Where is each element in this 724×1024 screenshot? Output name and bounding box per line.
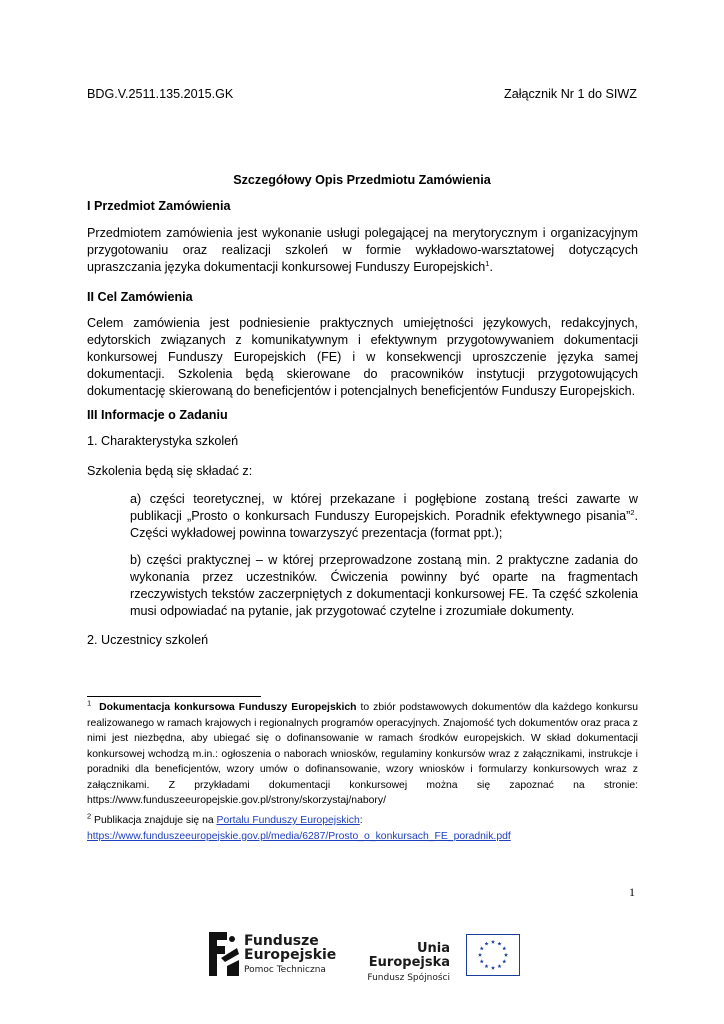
eu-flag-icon	[466, 934, 520, 976]
footnote-ref-2[interactable]: 2	[630, 507, 635, 517]
eu-star-icon	[484, 964, 488, 968]
page-number: 1	[629, 885, 635, 899]
footnote-ref-1[interactable]: 1	[485, 258, 490, 268]
eu-star-icon	[478, 953, 482, 957]
section-1-paragraph: Przedmiotem zamówienia jest wykonanie usługi polegającej na merytorycznym i organizacyjnym przygotowaniu oraz realizacji szkoleń w formie wykładowo-warsztatowej dotyczących upraszczania języka dokumentacji konkursowej Funduszy Europejskich$^1$.	[87, 226, 638, 274]
page-title: Szczegółowy Opis Przedmiotu Zamówienia	[233, 173, 491, 187]
eu-star-icon	[491, 966, 495, 970]
document-reference: BDG.V.2511.135.2015.GK	[87, 87, 234, 101]
section-heading-3: III Informacje o Zadaniu	[87, 408, 228, 422]
section-heading-2: II Cel Zamówienia	[87, 290, 193, 304]
list-item-a: a) części teoretycznej, w której przekazane i pogłębione zostaną treści zawarte w publikacji „Prosto o konkursach Funduszy Europejskich. Poradnik efektywnego pisania”$^2$. Części wykładowej powinna towarzyszyć prezentacja (format ppt.);	[130, 492, 638, 540]
subsection-1-title: 1. Charakterystyka szkoleń	[87, 434, 239, 448]
attachment-label: Załącznik Nr 1 do SIWZ	[504, 87, 637, 101]
section-heading-1: I Przedmiot Zamówienia	[87, 199, 231, 213]
fundusze-europejskie-logo-icon	[205, 930, 241, 978]
publication-url-link[interactable]: https://www.funduszeeuropejskie.gov.pl/media/6287/Prosto_o_konkursach_FE_poradnik.pdf	[87, 830, 511, 842]
eu-star-icon	[497, 964, 501, 968]
eu-star-icon	[484, 942, 488, 946]
eu-star-icon	[480, 946, 484, 950]
footnote-2: $^2$ Publikacja znajduje się na Portalu Funduszy Europejskich: https://www.funduszeeuropejskie.gov.pl/media/6287/Prosto_o_konkursach_FE_poradnik.pdf	[87, 811, 511, 842]
eu-star-icon	[497, 942, 501, 946]
footnote-separator	[87, 696, 261, 697]
eu-star-icon	[491, 940, 495, 944]
subsection-2-title: 2. Uczestnicy szkoleń	[87, 633, 209, 647]
portal-link[interactable]: Portalu Funduszy Europejskich	[216, 815, 360, 826]
training-intro: Szkolenia będą się składać z:	[87, 464, 253, 478]
fundusze-europejskie-logo-text: Fundusze Europejskie Pomoc Techniczna	[244, 933, 337, 975]
eu-star-icon	[504, 953, 508, 957]
eu-star-icon	[502, 946, 506, 950]
section-2-paragraph: Celem zamówienia jest podniesienie praktycznych umiejętności językowych, redakcyjnych, edytorskich związanych z komunikatywnym i efektywnym przygotowywaniem dokumentacji konkursowej Funduszy Europejskich (FE) i w konsekwencji uproszczenie języka samej dokumentacji. Szkolenia będą skierowane do pracowników instytucji przygotowujących dokumentację skierowaną do beneficjentów i potencjalnych beneficjentów Funduszy Europejskich.	[87, 316, 638, 398]
footnote-1: $^1$ Dokumentacja konkursowa Funduszy Europejskich to zbiór podstawowych dokumentów dla każdego konkursu realizowanego w ramach krajowych i regionalnych programów operacyjnych. Znajomość tych dokumentów oraz praca z nimi jest niezbędna, aby ubiegać się o dofinansowanie w ramach środków europejskich. W skład dokumentacji konkursowej wchodzą m.in.: ogłoszenia o naborach wniosków, regulaminy konkursów wraz z załącznikami, instrukcje i poradniki dla beneficjentów, wzory umów o dofinansowanie, wzory wniosków i formularzy konkursowych wraz z załącznikami. Z przykładami dokumentacji konkursowej można się zapoznać na stronie: https://www.funduszeeuropejskie.gov.pl/strony/skorzystaj/nabory/	[87, 698, 638, 806]
eu-star-icon	[480, 959, 484, 963]
list-item-b: b) części praktycznej – w której przeprowadzone zostaną min. 2 praktyczne zadania do wykonania przez uczestników. Ćwiczenia powinny być oparte na fragmentach rzeczywistych tekstów zaczerpniętych z dokumentacji konkursowej FE. Ta część szkolenia musi odpowiadać na pytanie, jak przygotować czytelne i zrozumiałe dokumenty.	[130, 553, 638, 618]
eu-star-icon	[502, 959, 506, 963]
eu-logo-text: Unia Europejska Fundusz Spójności	[367, 941, 450, 983]
